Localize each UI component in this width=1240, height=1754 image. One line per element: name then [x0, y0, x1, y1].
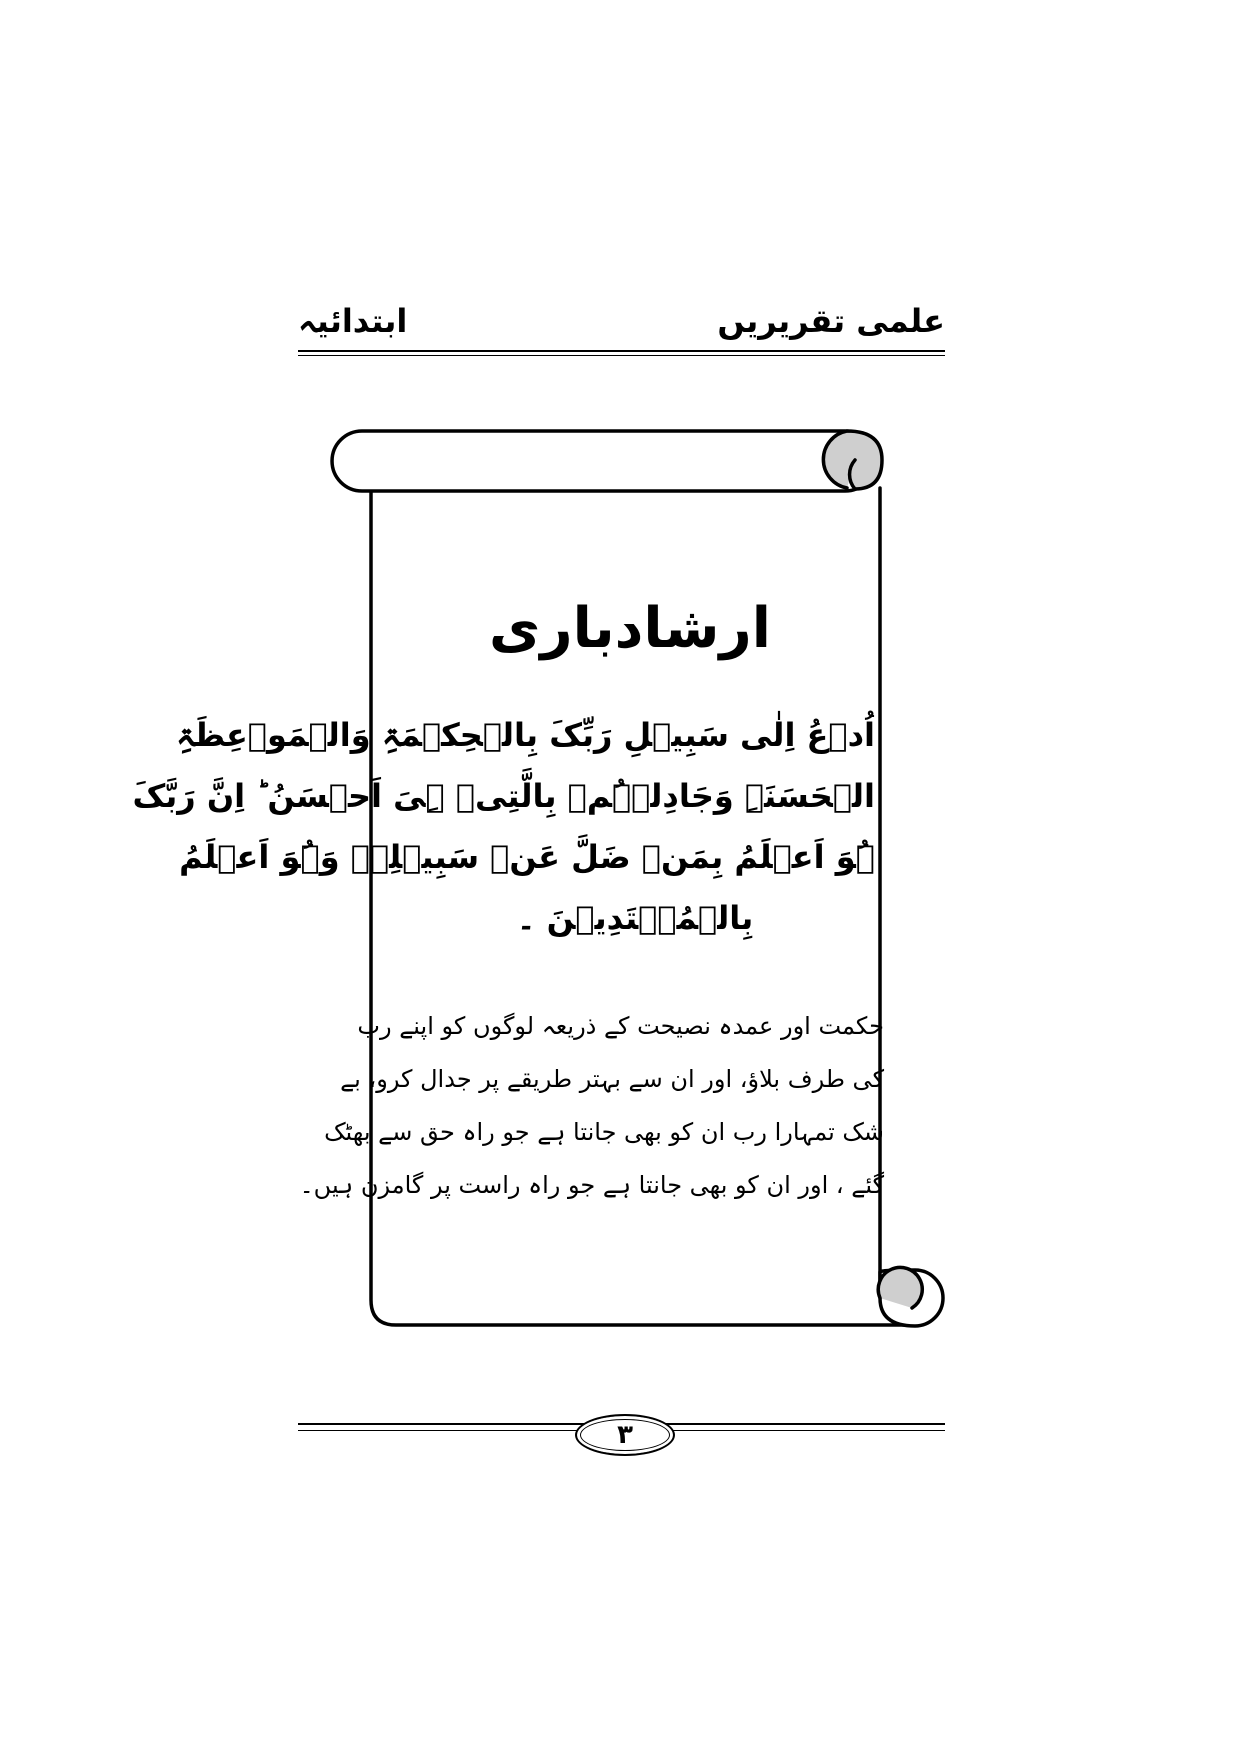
page-number: ۳: [617, 1420, 633, 1450]
quran-verse: [132, 705, 875, 949]
page-number-badge: [575, 1414, 675, 1456]
verse-translation: [299, 1000, 884, 1212]
scroll-title: ارشادباری: [489, 596, 771, 661]
verse-line: ہُوَ اَعۡلَمُ بِمَنۡ ضَلَّ عَنۡ سَبِیۡلِہٖ وَہُوَ اَعۡلَمُ: [179, 838, 875, 876]
translation-line: کی طرف بلاؤ، اور ان سے بہتر طریقے پر جدال کرو، بے: [340, 1065, 884, 1093]
translation-line: شک تمہارا رب ان کو بھی جانتا ہے جو راہ حق سے بھٹک: [324, 1118, 884, 1146]
section-title: ابتدائیہ: [298, 302, 408, 340]
book-title: علمی تقریریں: [717, 302, 945, 340]
translation-line: گئے ، اور ان کو بھی جانتا ہے جو راہ راست پر گامزن ہیں۔: [299, 1171, 884, 1199]
verse-line: بِالۡمُہۡتَدِیۡنَ ۔: [516, 899, 754, 937]
verse-line: الۡحَسَنَۃِ وَجَادِلۡہُمۡ بِالَّتِیۡ ہِیَ اَحۡسَنُ ؕ اِنَّ رَبَّکَ: [132, 777, 875, 815]
translation-line: حکمت اور عمدہ نصیحت کے ذریعہ لوگوں کو اپنے رب: [357, 1012, 884, 1040]
scroll-top-curl: [823, 431, 882, 489]
scroll-top-roll: [332, 431, 875, 491]
verse-line: اُدۡعُ اِلٰی سَبِیۡلِ رَبِّکَ بِالۡحِکۡمَۃِ وَالۡمَوۡعِظَۃِ: [176, 716, 875, 754]
